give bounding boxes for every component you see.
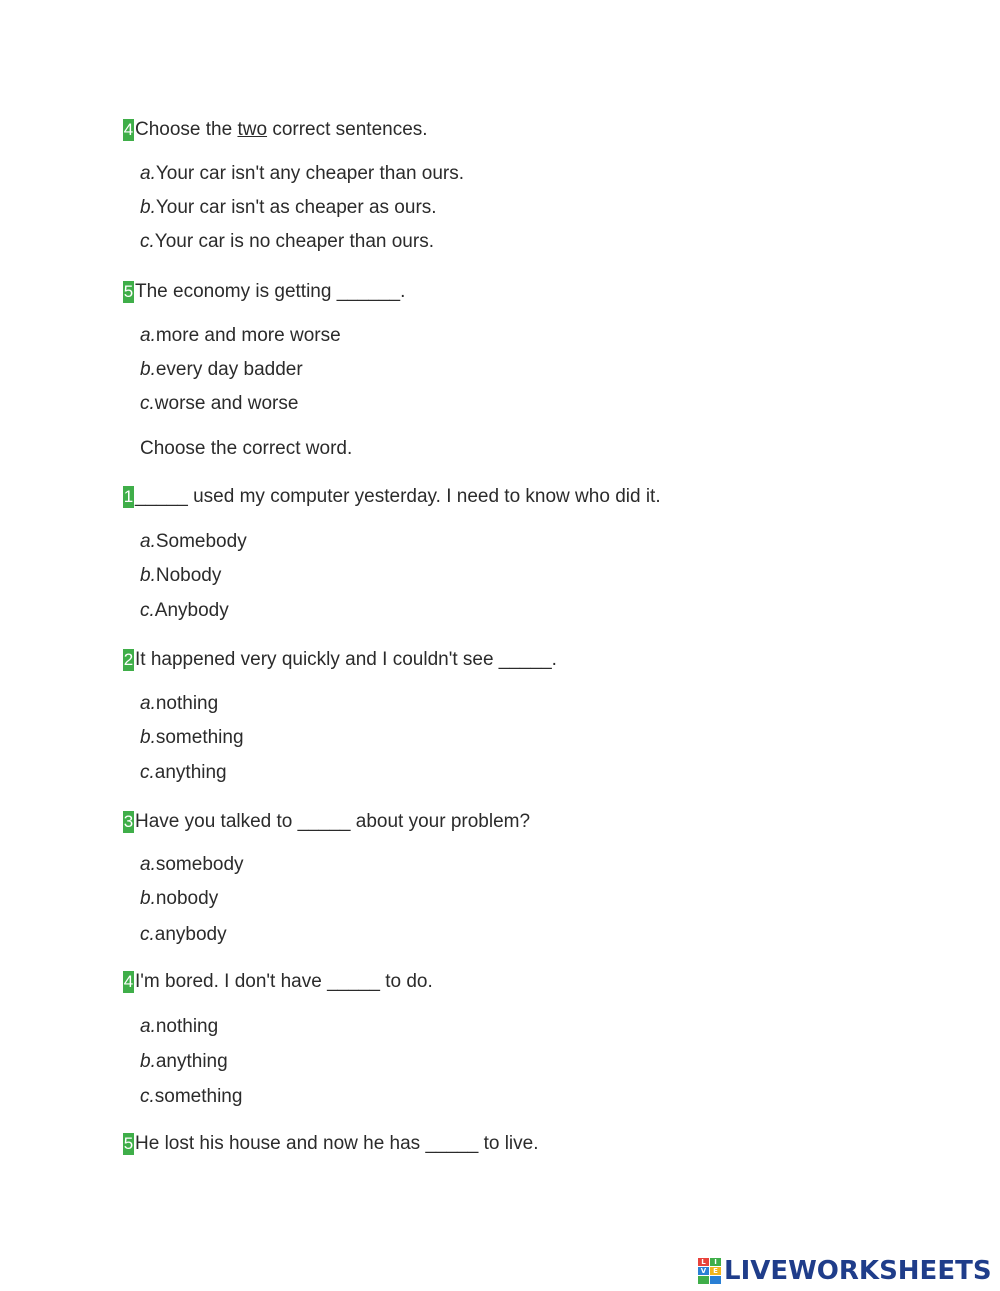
option-a[interactable] [140,693,218,715]
option-a[interactable] [140,854,244,876]
option-text: worse and worse [154,393,299,414]
option-text: more and more worse [155,325,341,346]
option-text: anything [154,762,227,783]
question-number-badge: 4 [123,120,134,139]
logo-block: E [710,1267,721,1275]
option-letter: a. [140,693,156,714]
question-number-badge: 5 [123,282,134,301]
option-text: Your car is no cheaper than ours. [154,231,434,252]
question-5-prompt [123,281,405,303]
option-a[interactable] [140,1016,218,1038]
question-number-badge: 1 [123,487,134,506]
option-c[interactable] [140,924,227,946]
option-letter: c. [140,762,155,783]
option-text: something [154,1086,243,1107]
option-text: anybody [154,924,227,945]
option-letter: a. [140,325,156,346]
logo-block [698,1276,709,1284]
logo-block: I [710,1258,721,1266]
option-letter: b. [140,1051,156,1072]
logo-block [710,1276,721,1284]
logo-block: L [698,1258,709,1266]
option-c[interactable] [140,393,298,415]
question-number-badge: 5 [123,1134,134,1153]
option-letter: c. [140,231,155,252]
question-text: It happened very quickly and I couldn't see _____. [135,649,557,670]
option-letter: a. [140,163,156,184]
question-text: I'm bored. I don't have _____ to do. [135,971,433,992]
option-letter: b. [140,888,156,909]
question-number-badge: 3 [123,812,134,831]
question-text: Choose the [135,119,238,140]
question-text: _____ used my computer yesterday. I need to know who did it. [135,486,661,507]
option-a[interactable] [140,531,247,553]
logo-block: V [698,1267,709,1275]
option-a[interactable] [140,163,464,185]
option-b[interactable] [140,727,244,749]
question-text: correct sentences. [267,119,428,140]
option-letter: c. [140,600,155,621]
question-text: Have you talked to _____ about your problem? [135,811,531,832]
option-text: something [155,727,244,748]
option-text: Anybody [154,600,229,621]
option-b[interactable] [140,888,218,910]
option-letter: c. [140,1086,155,1107]
option-b[interactable] [140,565,221,587]
option-text: anything [155,1051,228,1072]
option-letter: a. [140,854,156,875]
question-3-prompt [123,811,530,833]
question-number-badge: 4 [123,972,134,991]
option-letter: b. [140,727,156,748]
option-text: nothing [155,693,219,714]
question-number-badge: 2 [123,650,134,669]
liveworksheets-logo [698,1256,992,1286]
option-c[interactable] [140,231,434,253]
option-c[interactable] [140,1086,242,1108]
underlined-word: two [237,119,268,140]
option-text: Somebody [155,531,247,552]
option-text: Your car isn't any cheaper than ours. [155,163,465,184]
option-c[interactable] [140,762,227,784]
option-b[interactable] [140,197,437,219]
option-text: nothing [155,1016,219,1037]
option-text: Nobody [155,565,222,586]
option-letter: a. [140,1016,156,1037]
option-c[interactable] [140,600,229,622]
question-2-prompt [123,649,557,671]
section-instruction: Choose the correct word. [140,438,353,459]
option-letter: c. [140,924,155,945]
option-text: somebody [155,854,244,875]
logo-blocks-icon [698,1258,721,1284]
option-letter: a. [140,531,156,552]
question-4-prompt [123,971,433,993]
option-letter: b. [140,359,156,380]
option-letter: c. [140,393,155,414]
question-1-prompt [123,486,661,508]
option-text: Your car isn't as cheaper as ours. [155,197,437,218]
option-letter: b. [140,197,156,218]
option-letter: b. [140,565,156,586]
option-text: nobody [155,888,219,909]
option-a[interactable] [140,325,341,347]
option-b[interactable] [140,359,303,381]
question-text: The economy is getting ______. [135,281,406,302]
question-4-prompt [123,119,428,141]
option-text: every day badder [155,359,303,380]
logo-text: LIVEWORKSHEETS [724,1256,992,1286]
question-text: He lost his house and now he has _____ to live. [135,1133,539,1154]
question-5-prompt [123,1133,539,1155]
option-b[interactable] [140,1051,228,1073]
